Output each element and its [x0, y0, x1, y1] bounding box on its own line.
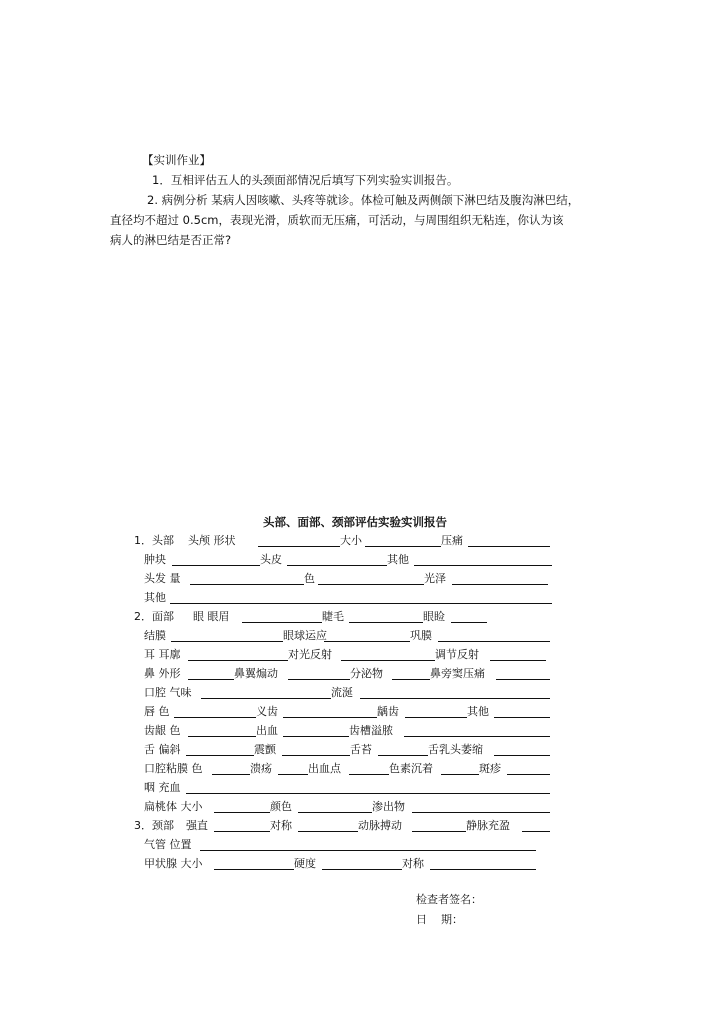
venous-distension-field[interactable]: [522, 831, 550, 832]
head-size-field[interactable]: [365, 546, 441, 547]
mass-label: 肿块: [144, 553, 166, 566]
tonsil-color-label: 颜色: [270, 800, 292, 813]
section-1-label: 1．头部: [134, 534, 174, 547]
thyroid-size-field[interactable]: [214, 869, 294, 870]
accommodation-label: 调节反射: [435, 648, 479, 661]
form-row-tongue: [0, 742, 724, 758]
examiner-signature-label: 检查者签名：: [416, 893, 482, 906]
form-row-gum: [0, 723, 724, 739]
venous-distension-label: 静脉充盈: [466, 819, 510, 832]
ulcer-field[interactable]: [278, 774, 308, 775]
size-label: 大小: [340, 534, 362, 547]
assignment-item-1: 1．互相评估五人的头颈面部情况后填写下列实验实训报告。: [152, 173, 459, 187]
secretion-field[interactable]: [392, 679, 430, 680]
light-reflex-field[interactable]: [341, 660, 435, 661]
mouth-other-label: 其他: [467, 705, 489, 718]
dentures-field[interactable]: [283, 717, 377, 718]
hair-gloss-field[interactable]: [452, 584, 548, 585]
hardness-label: 硬度: [294, 857, 316, 870]
form-row-head-shape: [0, 533, 724, 549]
coating-field[interactable]: [378, 755, 428, 756]
tonsil-size-field[interactable]: [214, 812, 270, 813]
date-label: 日 期：: [416, 913, 463, 926]
pharynx-label: 咽 充血: [144, 781, 181, 794]
assignment-heading: 【实训作业】: [142, 153, 211, 167]
nose-shape-label: 鼻 外形: [144, 667, 181, 680]
eye-reflex-label: 眼球运应: [283, 629, 327, 642]
mouth-odor-field[interactable]: [201, 698, 331, 699]
rash-field[interactable]: [507, 774, 550, 775]
form-row-thyroid: [0, 856, 724, 872]
caries-label: 龋齿: [377, 705, 399, 718]
lip-color-field[interactable]: [174, 717, 256, 718]
form-row-other: [0, 590, 724, 606]
tonsil-color-field[interactable]: [298, 812, 372, 813]
eyelid-label: 眼睑: [423, 610, 445, 623]
gloss-label: 光泽: [424, 572, 446, 585]
artery-pulsation-label: 动脉搏动: [358, 819, 402, 832]
hair-amount-field[interactable]: [190, 584, 304, 585]
form-row-mucosa: [0, 761, 724, 777]
section-2-label: 2．面部: [134, 610, 174, 623]
head-shape-field[interactable]: [258, 546, 340, 547]
form-row-pharynx: [0, 780, 724, 796]
gum-color-label: 齿龈 色: [144, 724, 181, 737]
ear-label: 耳 耳廓: [144, 648, 181, 661]
form-row-lip: [0, 704, 724, 720]
form-row-mouth-odor: [0, 685, 724, 701]
pigmentation-field[interactable]: [441, 774, 479, 775]
hair-amount-label: 头发 量: [144, 572, 181, 585]
drooling-label: 流涎: [331, 686, 353, 699]
mass-field[interactable]: [172, 565, 260, 566]
tremor-label: 震颤: [254, 743, 276, 756]
report-title: 头部、面部、颈部评估实验实训报告: [263, 515, 447, 529]
scalp-field[interactable]: [287, 565, 387, 566]
mouth-other-field[interactable]: [494, 717, 550, 718]
petechiae-label: 出血点: [308, 762, 341, 775]
bleeding-label: 出血: [256, 724, 278, 737]
form-row-trachea: [0, 837, 724, 853]
form-row-neck: [0, 818, 724, 834]
gum-color-field[interactable]: [188, 736, 256, 737]
secretion-label: 分泌物: [350, 667, 383, 680]
head-other-field[interactable]: [414, 565, 552, 566]
eyelash-field[interactable]: [349, 622, 423, 623]
sinus-tenderness-label: 鼻旁窦压痛: [430, 667, 485, 680]
stiffness-field[interactable]: [214, 831, 270, 832]
conjunctiva-field[interactable]: [171, 641, 283, 642]
pus-label: 齿槽溢脓: [349, 724, 393, 737]
conjunctiva-label: 结膜: [144, 629, 166, 642]
mucosa-color-label: 口腔粘膜 色: [144, 762, 203, 775]
other-label: 其他: [387, 553, 409, 566]
mouth-odor-label: 口腔 气味: [144, 686, 192, 699]
lip-color-label: 唇 色: [144, 705, 170, 718]
head-tenderness-field[interactable]: [468, 546, 550, 547]
section-3-label: 3．颈部: [134, 819, 174, 832]
trachea-field[interactable]: [200, 850, 536, 851]
other2-label: 其他: [144, 591, 166, 604]
eyelid-field[interactable]: [451, 622, 487, 623]
pigmentation-label: 色素沉着: [389, 762, 433, 775]
case-analysis-line-3: 病人的淋巴结是否正常?: [110, 233, 232, 247]
rash-label: 斑疹: [479, 762, 501, 775]
form-row-ear: [0, 647, 724, 663]
nasal-flaring-field[interactable]: [288, 679, 350, 680]
accommodation-field[interactable]: [490, 660, 546, 661]
nose-shape-field[interactable]: [188, 679, 234, 680]
hair-color-field[interactable]: [318, 584, 424, 585]
tongue-deviation-label: 舌 偏斜: [144, 743, 181, 756]
form-row-eyebrow: [0, 609, 724, 625]
symmetry-field[interactable]: [298, 831, 358, 832]
hair-color-label: 色: [304, 572, 315, 585]
sclera-field[interactable]: [438, 641, 550, 642]
thyroid-size-label: 甲状腺 大小: [144, 857, 203, 870]
case-analysis-line-2: 直径均不超过 0.5cm，表现光滑，质软而无压痛，可活动，与周围组织无粘连，你认为该: [110, 213, 564, 227]
dentures-label: 义齿: [256, 705, 278, 718]
form-row-mass: [0, 552, 724, 568]
stiffness-label: 强直: [186, 819, 208, 832]
sinus-tenderness-field[interactable]: [496, 679, 550, 680]
thyroid-symmetry-label: 对称: [402, 857, 424, 870]
light-reflex-label: 对光反射: [288, 648, 332, 661]
trachea-label: 气管 位置: [144, 838, 192, 851]
exudate-label: 渗出物: [372, 800, 405, 813]
mucosa-color-field[interactable]: [212, 774, 250, 775]
hair-other-field[interactable]: [170, 603, 552, 604]
bleeding-field[interactable]: [283, 736, 349, 737]
pus-field[interactable]: [404, 736, 550, 737]
tenderness-label: 压痛: [441, 534, 463, 547]
form-row-hair: [0, 571, 724, 587]
drooling-field[interactable]: [360, 698, 550, 699]
caries-field[interactable]: [405, 717, 467, 718]
tongue-deviation-field[interactable]: [186, 755, 254, 756]
papilla-atrophy-field[interactable]: [494, 755, 550, 756]
exudate-field[interactable]: [412, 812, 550, 813]
sclera-label: 巩膜: [410, 629, 432, 642]
ear-field[interactable]: [188, 660, 288, 661]
hardness-field[interactable]: [322, 869, 402, 870]
tonsil-size-label: 扁桃体 大小: [144, 800, 203, 813]
pharynx-field[interactable]: [186, 793, 550, 794]
form-row-tonsil: [0, 799, 724, 815]
scalp-label: 头皮: [260, 553, 282, 566]
papilla-atrophy-label: 舌乳头萎缩: [428, 743, 483, 756]
head-shape-label: 头颅 形状: [188, 534, 236, 547]
form-row-conjunctiva: [0, 628, 724, 644]
case-analysis-line-1: 2. 病例分析 某病人因咳嗽、头疼等就诊。体检可触及两侧颌下淋巴结及腹沟淋巴结，: [147, 193, 580, 207]
nasal-flaring-label: 鼻翼煽动: [234, 667, 278, 680]
eye-reflex-field[interactable]: [324, 641, 410, 642]
ulcer-label: 溃疡: [250, 762, 272, 775]
eyelash-label: 睫毛: [322, 610, 344, 623]
thyroid-symmetry-field[interactable]: [430, 869, 536, 870]
eyebrow-label: 眼 眼眉: [193, 610, 230, 623]
artery-pulsation-field[interactable]: [412, 831, 466, 832]
form-row-nose: [0, 666, 724, 682]
coating-label: 舌苔: [350, 743, 372, 756]
symmetry-label: 对称: [270, 819, 292, 832]
tremor-field[interactable]: [282, 755, 350, 756]
petechiae-field[interactable]: [349, 774, 389, 775]
eyebrow-field[interactable]: [242, 622, 322, 623]
